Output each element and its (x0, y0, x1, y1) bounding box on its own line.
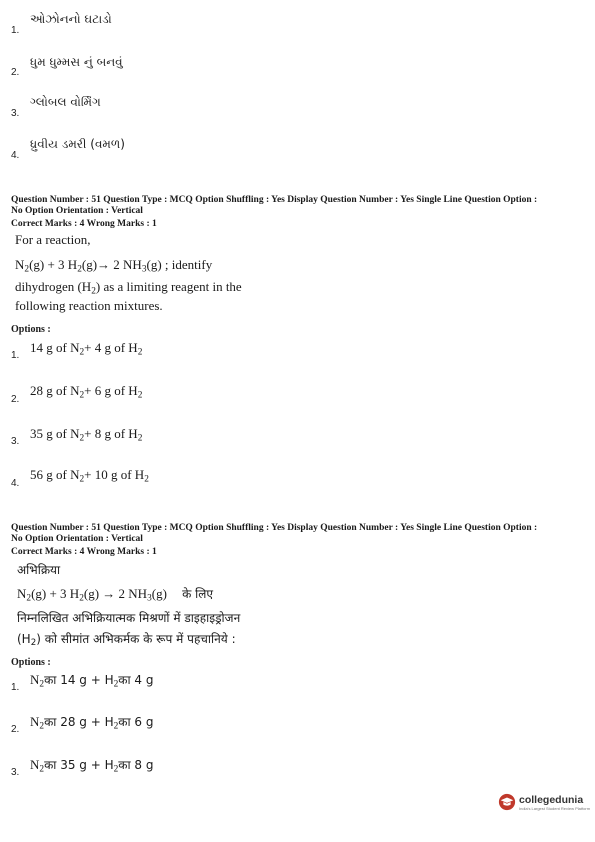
options-label: Options : (11, 657, 51, 668)
question-line: following reaction mixtures. (15, 298, 163, 313)
options-label: Options : (11, 324, 51, 335)
option-number: 2. (11, 724, 20, 735)
option-text: $N_2का$ 14 $g + H_2का$ 4 g (30, 672, 154, 690)
question-intro: अभिक्रिया (17, 563, 61, 577)
option-text: $N_2का$ 28 $g + H_2का$ 6 g (30, 714, 154, 732)
collegedunia-logo (498, 793, 590, 811)
logo-tagline: India's Largest Student Review Platform (519, 805, 591, 811)
option-number: 4. (11, 150, 20, 161)
option-text: $N_2का$ 35 $g + H_2का$ 8 g (30, 757, 154, 775)
question-line: निम्नलिखित अभिक्रियात्मक मिश्रणों में डाइहाइड्रोजन (17, 611, 241, 625)
question-meta-line2: No Option Orientation : Vertical (11, 206, 143, 216)
option-text: ઓઝોનનો ઘટાડો (30, 12, 112, 26)
option-number: 4. (11, 478, 20, 489)
question-line: $(H_2)$ को सीमांत अभिकर्मक के रूप में पहचानिये : (17, 632, 236, 649)
option-number: 3. (11, 767, 20, 778)
marks-info: Correct Marks : 4 Wrong Marks : 1 (11, 547, 157, 557)
option-text: 35 g of $N_2+ 8$ g of $H_2$ (30, 426, 143, 444)
option-number: 2. (11, 394, 20, 405)
option-number: 3. (11, 436, 20, 447)
option-text: ગ્લોબલ વોર્મિંગ (30, 95, 101, 109)
question-meta-line2: No Option Orientation : Vertical (11, 534, 143, 544)
option-number: 1. (11, 25, 20, 36)
option-text: 56 g of $N_2+ 10$ g of $H_2$ (30, 467, 149, 485)
option-number: 3. (11, 108, 20, 119)
option-number: 1. (11, 350, 20, 361)
option-text: ધુમ ધુમ્મસ નું બનવું (30, 55, 123, 69)
reaction-equation: $N_2(g) + 3$ $H_2(g) \to 2$ $NH_3(g)$ के लिए (17, 586, 214, 604)
question-intro: For a reaction, (15, 232, 91, 247)
question-meta-line1: Question Number : 51 Question Type : MCQ Option Shuffling : Yes Display Question Number : Yes Single Line Question Option : (11, 523, 538, 533)
marks-info: Correct Marks : 4 Wrong Marks : 1 (11, 219, 157, 229)
option-text: 28 g of $N_2+ 6$ g of $H_2$ (30, 383, 143, 401)
graduation-cap-icon (498, 793, 516, 811)
option-text: 14 g of $N_2+ 4$ g of $H_2$ (30, 340, 143, 358)
question-meta-line1: Question Number : 51 Question Type : MCQ Option Shuffling : Yes Display Question Number : Yes Single Line Question Option : (11, 195, 538, 205)
option-number: 1. (11, 682, 20, 693)
option-text: ધ્રુવીય ડમરી (વમળ) (30, 137, 125, 151)
question-line: dihydrogen $(H_2)$ as a limiting reagent in the (15, 279, 242, 297)
reaction-equation: $N_2(g) + 3$ $H_2(g)\to 2$ $NH_3(g)$ ; identify (15, 257, 213, 275)
logo-brand: collegedunia (519, 793, 584, 806)
option-number: 2. (11, 67, 20, 78)
